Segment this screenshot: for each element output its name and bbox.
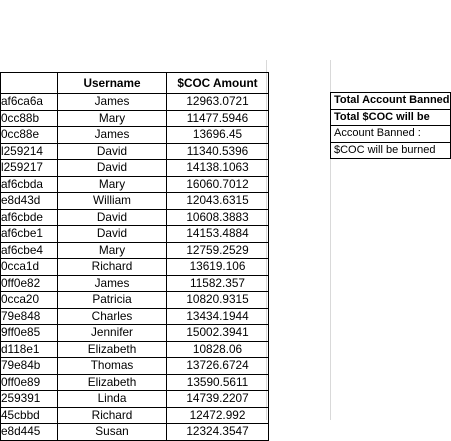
cell-username[interactable]: Richard	[58, 407, 167, 424]
table-row	[1, 391, 269, 408]
cell-username[interactable]: Elizabeth	[58, 341, 167, 358]
header-coc-amount[interactable]: $COC Amount	[167, 73, 269, 94]
cell-id[interactable]: 259391	[1, 391, 58, 408]
table-row	[1, 341, 269, 358]
cell-username[interactable]: Mary	[58, 176, 167, 193]
table-row	[1, 292, 269, 309]
cell-id[interactable]: 0cca20	[1, 292, 58, 309]
cell-username[interactable]: David	[58, 209, 167, 226]
table-row	[1, 209, 269, 226]
cell-id[interactable]: af6cbe1	[1, 226, 58, 243]
cell-coc-amount[interactable]: 12324.3547	[167, 424, 269, 441]
cell-coc-amount[interactable]: 11582.357	[167, 275, 269, 292]
cell-username[interactable]: Richard	[58, 259, 167, 276]
cell-id[interactable]: l259214	[1, 143, 58, 160]
cell-username[interactable]: Elizabeth	[58, 374, 167, 391]
cell-id[interactable]: e8d445	[1, 424, 58, 441]
cell-coc-amount[interactable]: 12759.2529	[167, 242, 269, 259]
cell-id[interactable]: af6ca6a	[1, 94, 58, 111]
accounts-table	[0, 72, 269, 441]
table-row	[1, 358, 269, 375]
table-row	[1, 374, 269, 391]
table-row	[1, 94, 269, 111]
cell-id[interactable]: d118e1	[1, 341, 58, 358]
table-row	[1, 160, 269, 177]
cell-id[interactable]: 0cc88e	[1, 127, 58, 144]
cell-coc-amount[interactable]: 12043.6315	[167, 193, 269, 210]
table-row	[1, 143, 269, 160]
table-header-row	[1, 73, 269, 94]
cell-username[interactable]: Jennifer	[58, 325, 167, 342]
cell-id[interactable]: 0ff0e89	[1, 374, 58, 391]
cell-id[interactable]: af6cbda	[1, 176, 58, 193]
table-row	[1, 193, 269, 210]
cell-coc-amount[interactable]: 10608.3883	[167, 209, 269, 226]
cell-coc-amount[interactable]: 16060.7012	[167, 176, 269, 193]
cell-coc-amount[interactable]: 15002.3941	[167, 325, 269, 342]
cell-username[interactable]: Patricia	[58, 292, 167, 309]
cell-coc-amount[interactable]: 13726.6724	[167, 358, 269, 375]
cell-id[interactable]: 79e84b	[1, 358, 58, 375]
summary-table	[330, 92, 451, 159]
cell-username[interactable]: Mary	[58, 242, 167, 259]
table-row	[1, 424, 269, 441]
cell-coc-amount[interactable]: 13619.106	[167, 259, 269, 276]
cell-id[interactable]: 0ff0e82	[1, 275, 58, 292]
cell-id[interactable]: l259217	[1, 160, 58, 177]
cell-username[interactable]: David	[58, 160, 167, 177]
cell-coc-amount[interactable]: 10828.06	[167, 341, 269, 358]
summary-coc-burned-label[interactable]: $COC will be burned	[331, 142, 451, 159]
cell-id[interactable]: 45cbbd	[1, 407, 58, 424]
cell-id[interactable]: 9ff0e85	[1, 325, 58, 342]
cell-username[interactable]: Charles	[58, 308, 167, 325]
cell-username[interactable]: Susan	[58, 424, 167, 441]
cell-coc-amount[interactable]: 14138.1063	[167, 160, 269, 177]
table-row	[1, 325, 269, 342]
cell-username[interactable]: David	[58, 143, 167, 160]
cell-coc-amount[interactable]: 12472.992	[167, 407, 269, 424]
table-row	[1, 407, 269, 424]
summary-total-coc-label[interactable]: Total $COC will be	[331, 109, 451, 126]
cell-coc-amount[interactable]: 14153.4884	[167, 226, 269, 243]
table-row	[1, 176, 269, 193]
table-row	[1, 275, 269, 292]
cell-username[interactable]: James	[58, 94, 167, 111]
cell-coc-amount[interactable]: 13590.5611	[167, 374, 269, 391]
table-row	[1, 242, 269, 259]
table-row	[1, 110, 269, 127]
cell-coc-amount[interactable]: 10820.9315	[167, 292, 269, 309]
cell-coc-amount[interactable]: 11477.5946	[167, 110, 269, 127]
cell-coc-amount[interactable]: 13696.45	[167, 127, 269, 144]
cell-id[interactable]: af6cbe4	[1, 242, 58, 259]
cell-id[interactable]: e8d43d	[1, 193, 58, 210]
summary-total-banned-label[interactable]: Total Account Banned	[331, 93, 451, 110]
cell-id[interactable]: af6cbde	[1, 209, 58, 226]
cell-username[interactable]: Mary	[58, 110, 167, 127]
cell-coc-amount[interactable]: 11340.5396	[167, 143, 269, 160]
cell-username[interactable]: Linda	[58, 391, 167, 408]
cell-username[interactable]: James	[58, 275, 167, 292]
cell-coc-amount[interactable]: 14739.2207	[167, 391, 269, 408]
summary-account-banned-label[interactable]: Account Banned :	[331, 126, 451, 143]
cell-username[interactable]: William	[58, 193, 167, 210]
cell-username[interactable]: Thomas	[58, 358, 167, 375]
cell-coc-amount[interactable]: 13434.1944	[167, 308, 269, 325]
table-row	[1, 127, 269, 144]
header-id[interactable]	[1, 73, 58, 94]
header-username[interactable]: Username	[58, 73, 167, 94]
table-row	[1, 226, 269, 243]
table-row	[1, 259, 269, 276]
cell-coc-amount[interactable]: 12963.0721	[167, 94, 269, 111]
cell-id[interactable]: 0cca1d	[1, 259, 58, 276]
cell-id[interactable]: 79e848	[1, 308, 58, 325]
cell-username[interactable]: James	[58, 127, 167, 144]
table-row	[1, 308, 269, 325]
cell-username[interactable]: David	[58, 226, 167, 243]
cell-id[interactable]: 0cc88b	[1, 110, 58, 127]
